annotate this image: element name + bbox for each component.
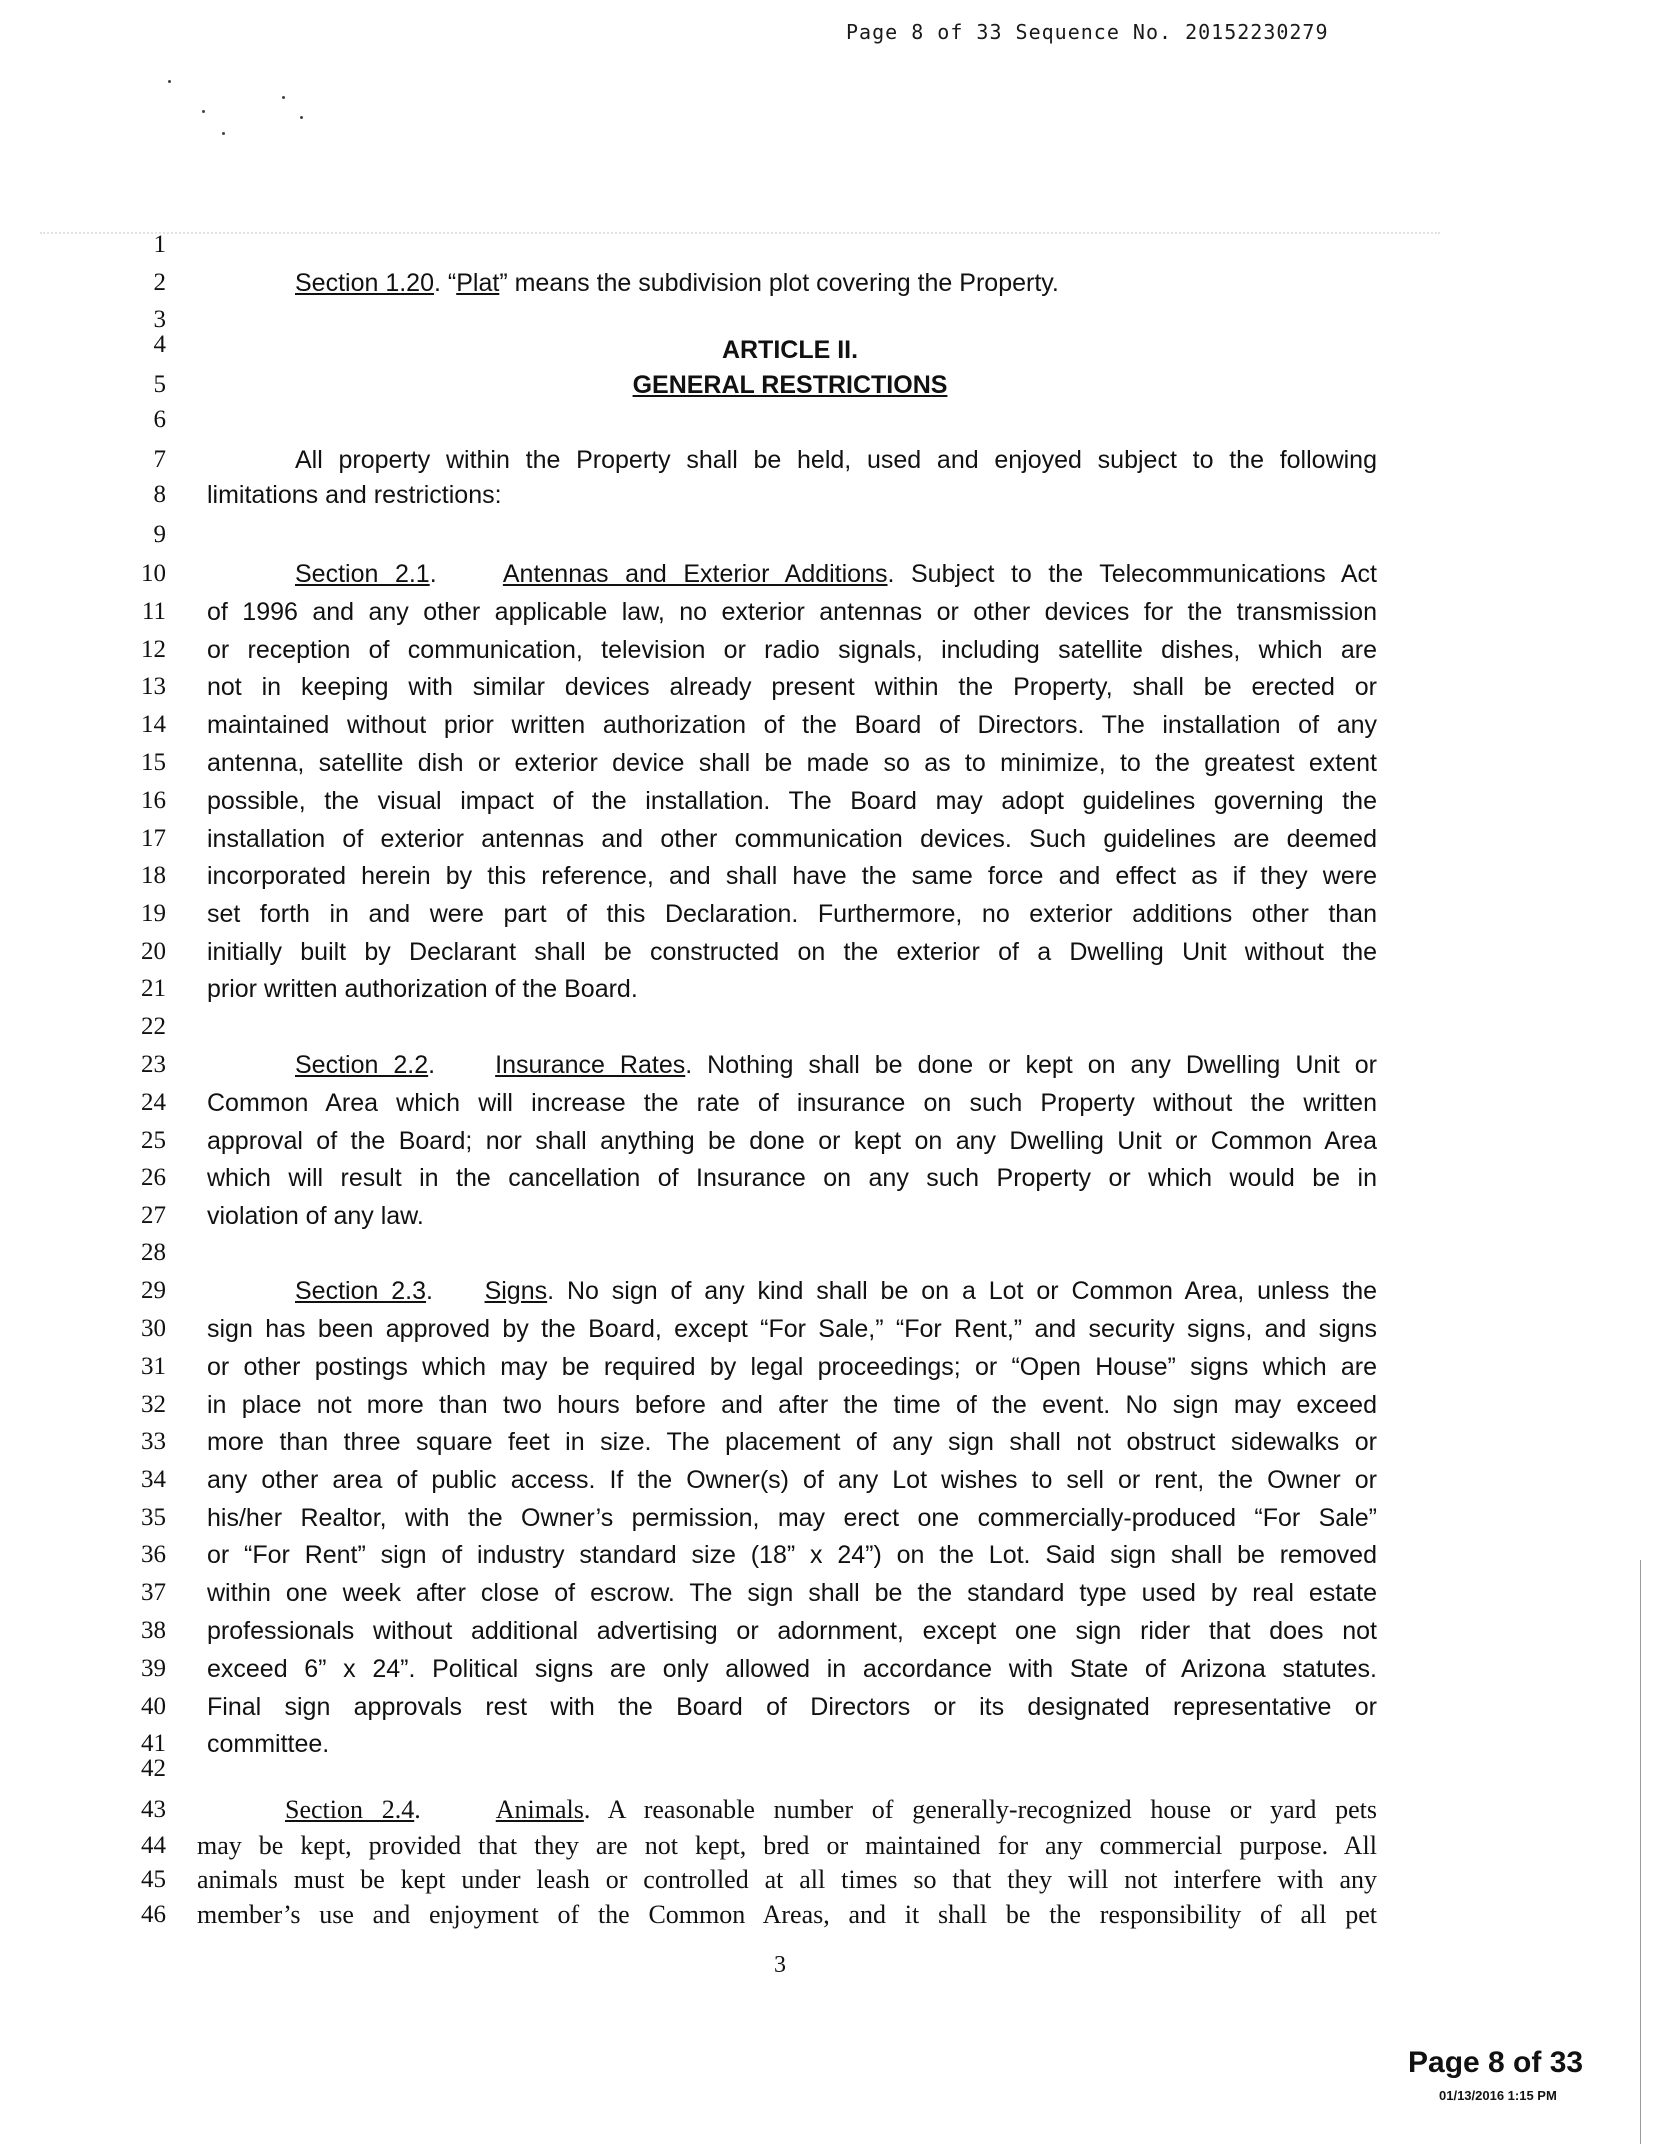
line-number: 42 <box>141 1755 166 1782</box>
section-text: . No sign of any kind shall be on a Lot or Common Area, unless the <box>547 1277 1377 1305</box>
body-line: any other area of public access. If the Owner(s) of any Lot wishes to sell or rent, the Owner or <box>207 1466 1377 1494</box>
article-title-text: GENERAL RESTRICTIONS <box>632 371 948 399</box>
line-number: 38 <box>141 1617 166 1644</box>
page-number: 3 <box>774 1952 786 1978</box>
line-number: 17 <box>141 825 166 852</box>
line-number: 34 <box>141 1466 166 1493</box>
line-number: 25 <box>141 1127 166 1154</box>
section-title: Antennas and Exterior Additions <box>502 560 888 588</box>
line-number: 27 <box>141 1202 166 1229</box>
body-line: or reception of communication, television or radio signals, including satellite dishes, which are <box>207 636 1377 664</box>
body-line: approval of the Board; nor shall anything be done or kept on any Dwelling Unit or Common Area <box>207 1127 1377 1155</box>
section-title: Signs <box>484 1277 548 1305</box>
body-line: maintained without prior written authorization of the Board of Directors. The installation of any <box>207 711 1377 739</box>
footer-datetime: 01/13/2016 1:15 PM <box>1439 2088 1557 2103</box>
body-line: violation of any law. <box>207 1202 424 1230</box>
line-number: 43 <box>141 1796 166 1823</box>
line-number: 45 <box>141 1866 166 1893</box>
body-line: Final sign approvals rest with the Board of Directors or its designated representative or <box>207 1693 1377 1721</box>
body-line: which will result in the cancellation of Insurance on any such Property or which would be in <box>207 1164 1377 1192</box>
line-number: 35 <box>141 1504 166 1531</box>
separator-text: . “ <box>434 269 457 297</box>
section-2-1-first-line: Section 2.1. Antennas and Exterior Additions. Subject to the Telecommunications Act <box>295 560 1377 588</box>
section-heading: Section 2.1 <box>295 560 430 588</box>
line-number: 39 <box>141 1655 166 1682</box>
body-line: animals must be kept under leash or controlled at all times so that they will not interfere with any <box>197 1865 1377 1894</box>
line-number: 3 <box>153 306 166 333</box>
section-heading: Section 1.20 <box>295 269 434 297</box>
body-line: exceed 6” x 24”. Political signs are only allowed in accordance with State of Arizona statutes. <box>207 1655 1377 1683</box>
line-number: 37 <box>141 1579 166 1606</box>
body-line: initially built by Declarant shall be constructed on the exterior of a Dwelling Unit without the <box>207 938 1377 966</box>
line-number: 26 <box>141 1164 166 1191</box>
scan-speck <box>300 116 303 119</box>
line-number: 12 <box>141 636 166 663</box>
body-line: in place not more than two hours before and after the time of the event. No sign may exceed <box>207 1391 1377 1419</box>
body-line: his/her Realtor, with the Owner’s permission, may erect one commercially-produced “For Sale” <box>207 1504 1377 1532</box>
scan-speck <box>202 110 205 113</box>
scan-speck <box>222 132 225 135</box>
line-number: 46 <box>141 1901 166 1928</box>
line-number: 9 <box>153 521 166 548</box>
scan-speck <box>168 80 171 83</box>
intro-line: limitations and restrictions: <box>207 481 502 509</box>
body-line: of 1996 and any other applicable law, no exterior antennas or other devices for the transmission <box>207 598 1377 626</box>
line-number: 2 <box>153 269 166 296</box>
line-number: 44 <box>141 1832 166 1859</box>
section-2-3-first-line: Section 2.3. Signs. No sign of any kind shall be on a Lot or Common Area, unless the <box>295 1277 1377 1305</box>
body-line: may be kept, provided that they are not kept, bred or maintained for any commercial purpose. All <box>197 1831 1377 1860</box>
body-line: prior written authorization of the Board. <box>207 975 638 1003</box>
body-line: Common Area which will increase the rate of insurance on such Property without the written <box>207 1089 1377 1117</box>
section-1-20-line <box>295 268 1059 298</box>
body-line: possible, the visual impact of the installation. The Board may adopt guidelines governing the <box>207 787 1377 815</box>
line-number: 10 <box>141 560 166 587</box>
line-number: 18 <box>141 862 166 889</box>
document-header: Page 8 of 33 Sequence No. 20152230279 <box>846 20 1329 44</box>
line-number: 33 <box>141 1428 166 1455</box>
definition-text: ” means the subdivision plot covering the Property. <box>499 269 1059 297</box>
body-line: member’s use and enjoyment of the Common Areas, and it shall be the responsibility of all pet <box>197 1900 1377 1929</box>
body-line: within one week after close of escrow. The sign shall be the standard type used by real estate <box>207 1579 1377 1607</box>
line-number: 24 <box>141 1089 166 1116</box>
line-number: 21 <box>141 975 166 1002</box>
body-line: or other postings which may be required by legal proceedings; or “Open House” signs which are <box>207 1353 1377 1381</box>
line-number: 14 <box>141 711 166 738</box>
body-line: committee. <box>207 1730 330 1758</box>
line-number: 4 <box>153 331 166 358</box>
body-line: not in keeping with similar devices already present within the Property, shall be erected or <box>207 673 1377 701</box>
section-title: Insurance Rates <box>495 1051 686 1079</box>
body-line: antenna, satellite dish or exterior device shall be made so as to minimize, to the greatest extent <box>207 749 1377 777</box>
footer-page-label: Page 8 of 33 <box>1408 2046 1584 2079</box>
line-number: 8 <box>153 481 166 508</box>
line-number: 30 <box>141 1315 166 1342</box>
line-number: 1 <box>153 231 166 258</box>
article-title <box>200 370 1380 400</box>
scan-artifact-line <box>40 232 1440 234</box>
line-number: 6 <box>153 406 166 433</box>
line-number: 36 <box>141 1541 166 1568</box>
body-line: incorporated herein by this reference, and shall have the same force and effect as if they were <box>207 862 1377 890</box>
line-number: 15 <box>141 749 166 776</box>
scan-speck <box>282 96 285 99</box>
line-number: 11 <box>141 598 166 625</box>
line-number: 40 <box>141 1693 166 1720</box>
section-text: . Subject to the Telecommunications Act <box>887 560 1377 588</box>
body-line: installation of exterior antennas and other communication devices. Such guidelines are deemed <box>207 825 1377 853</box>
section-heading: Section 2.3 <box>295 1277 427 1305</box>
line-number: 7 <box>153 446 166 473</box>
section-2-4-first-line: Section 2.4. Animals. A reasonable number of generally-recognized house or yard pets <box>285 1795 1377 1824</box>
body-line: or “For Rent” sign of industry standard size (18” x 24”) on the Lot. Said sign shall be removed <box>207 1541 1377 1569</box>
body-line: sign has been approved by the Board, except “For Sale,” “For Rent,” and security signs, and signs <box>207 1315 1377 1343</box>
section-2-2-first-line: Section 2.2. Insurance Rates. Nothing shall be done or kept on any Dwelling Unit or <box>295 1051 1377 1079</box>
line-number: 28 <box>141 1239 166 1266</box>
section-title: Animals <box>495 1795 584 1824</box>
line-number: 31 <box>141 1353 166 1380</box>
section-heading: Section 2.4 <box>285 1795 415 1824</box>
line-number: 29 <box>141 1277 166 1304</box>
line-number: 22 <box>141 1013 166 1040</box>
line-number: 32 <box>141 1391 166 1418</box>
section-text: . A reasonable number of generally-recognized house or yard pets <box>583 1795 1377 1824</box>
line-number: 23 <box>141 1051 166 1078</box>
section-heading: Section 2.2 <box>295 1051 429 1079</box>
section-text: . Nothing shall be done or kept on any Dwelling Unit or <box>685 1051 1377 1079</box>
line-number: 20 <box>141 938 166 965</box>
article-number: ARTICLE II. <box>721 336 859 364</box>
line-number: 19 <box>141 900 166 927</box>
defined-term: Plat <box>456 269 500 297</box>
body-line: professionals without additional advertising or adornment, except one sign rider that does not <box>207 1617 1377 1645</box>
line-number: 5 <box>153 371 166 398</box>
line-number: 16 <box>141 787 166 814</box>
line-number: 41 <box>141 1730 166 1757</box>
scan-edge-line <box>1640 1560 1641 2144</box>
body-line: more than three square feet in size. The placement of any sign shall not obstruct sidewalks or <box>207 1428 1377 1456</box>
intro-line: All property within the Property shall be held, used and enjoyed subject to the following <box>295 446 1377 474</box>
body-line: set forth in and were part of this Declaration. Furthermore, no exterior additions other than <box>207 900 1377 928</box>
line-number: 13 <box>141 673 166 700</box>
